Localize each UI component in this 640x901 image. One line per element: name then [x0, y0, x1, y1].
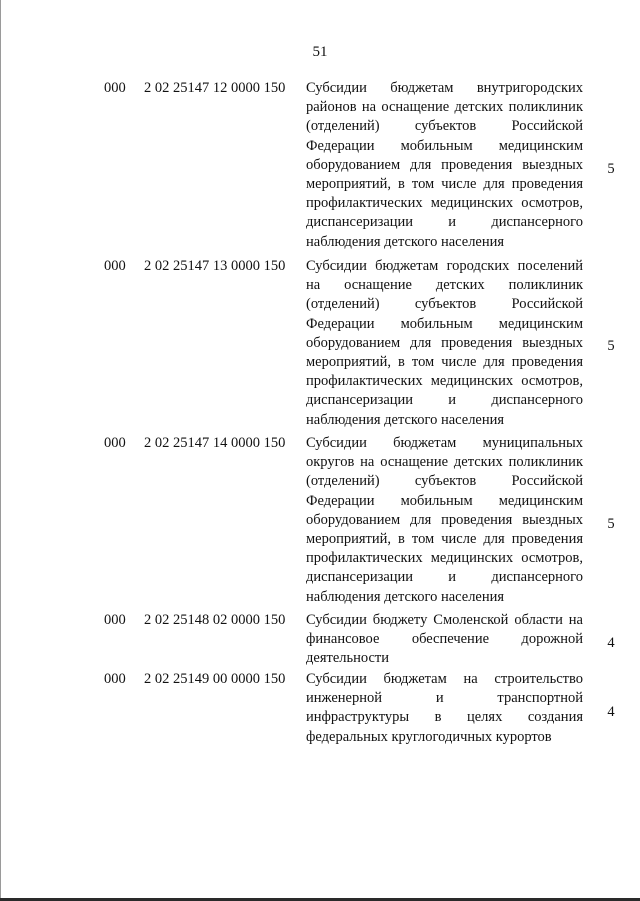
budget-code: 2 02 25149 00 0000 150: [144, 671, 286, 687]
row-description: Субсидии бюджетам внутригородских районов на оснащение детских поликлиник (отделений) субъектов Российской Федерации мобильным медицинским оборудованием для проведения выездных мероприятий, в том числе для проведения профилактических медицинских осмотров, диспансеризации и диспансерного наблюдения детского населения: [306, 80, 583, 250]
row-value: 5: [607, 338, 615, 354]
row-value: 5: [607, 516, 615, 532]
budget-code: 2 02 25147 13 0000 150: [144, 258, 286, 274]
row-description: Субсидии бюджетам муниципальных округов на оснащение детских поликлиник (отделений) субъектов Российской Федерации мобильным медицинским оборудованием для проведения выездных мероприятий, в том числе для проведения профилактических медицинских осмотров, диспансеризации и диспансерного наблюдения детского населения: [306, 435, 583, 605]
scan-left-edge: [0, 0, 1, 901]
admin-code: 000: [104, 612, 126, 628]
row-value: 4: [607, 704, 615, 720]
row-description: Субсидии бюджетам городских поселений на оснащение детских поликлиник (отделений) субъектов Российской Федерации мобильным медицинским оборудованием для проведения выездных мероприятий, в том числе для проведения профилактических медицинских осмотров, диспансеризации и диспансерного наблюдения детского населения: [306, 258, 583, 428]
budget-code: 2 02 25147 14 0000 150: [144, 435, 286, 451]
budget-code: 2 02 25147 12 0000 150: [144, 80, 286, 96]
row-description: Субсидии бюджету Смоленской области на финансовое обеспечение дорожной деятельности: [306, 612, 583, 667]
admin-code: 000: [104, 258, 126, 274]
row-description: Субсидии бюджетам на строительство инженерной и транспортной инфраструктуры в целях создания федеральных круглогодичных курортов: [306, 671, 583, 745]
row-value: 4: [607, 635, 615, 651]
admin-code: 000: [104, 671, 126, 687]
row-value: 5: [607, 161, 615, 177]
page-number: 51: [312, 44, 328, 60]
budget-code: 2 02 25148 02 0000 150: [144, 612, 286, 628]
admin-code: 000: [104, 435, 126, 451]
admin-code: 000: [104, 80, 126, 96]
